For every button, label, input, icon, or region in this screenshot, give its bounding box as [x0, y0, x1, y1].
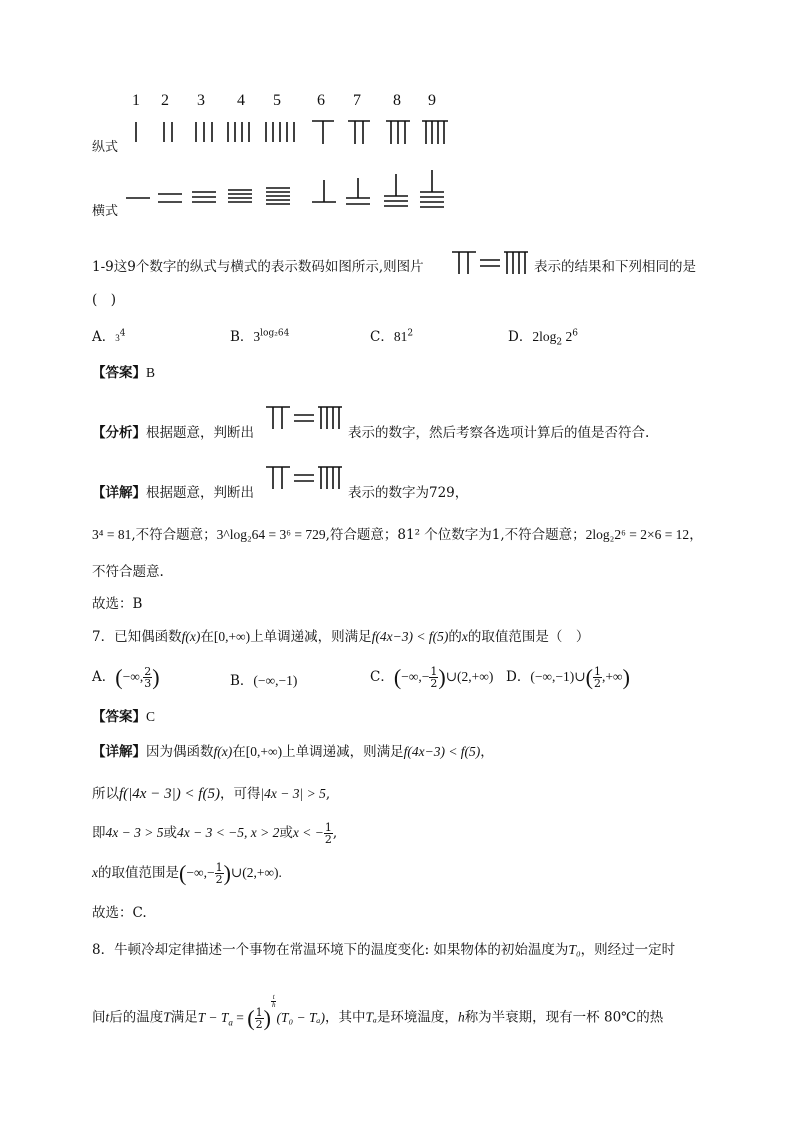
option-b-exp: log₂64	[260, 328, 290, 339]
rod-numeral-figure	[120, 112, 460, 222]
q7-stem-mid3: 的	[448, 629, 462, 645]
line3-pre: 即	[92, 825, 106, 841]
answer-value: C	[146, 709, 156, 724]
option-b-base: 3	[253, 329, 261, 344]
q7-option-d: D．(−∞,−1)∪( $\frac{1}{2}$ ,+∞)	[506, 664, 630, 690]
analysis-pre: 根据题意，判断出	[146, 425, 254, 441]
rod-picture-729	[264, 464, 344, 492]
answer-value: B	[146, 365, 156, 380]
q6-detail-line3: 不符合题意.	[92, 564, 164, 580]
option-d-coef: 2log	[532, 329, 557, 344]
formula-right: (T₀ − Tₐ)	[276, 1009, 325, 1025]
q7-interval: [0,+∞)	[213, 629, 251, 644]
line4-left: −∞,−	[186, 865, 215, 880]
analysis-label: 【分析】	[92, 425, 146, 441]
horizontal-rod-6	[312, 180, 336, 202]
vertical-form-label: 纵式	[92, 140, 119, 155]
q6-detail-line2	[92, 526, 703, 544]
digit-header: 2	[161, 92, 169, 109]
line2-end: ,	[325, 786, 331, 802]
line2-math: f(|4x − 3|) < f(5)	[119, 786, 220, 802]
option-letter: D．	[506, 669, 531, 685]
frac-den: 2	[430, 677, 438, 690]
q6-option-a	[92, 328, 125, 347]
q6-option-c	[370, 328, 413, 346]
calc-b: 3^log₂64 = 3⁶ = 729	[216, 527, 326, 542]
horizontal-rod-2	[158, 194, 182, 202]
horizontal-rod-7	[346, 178, 370, 204]
option-d-base: 2	[565, 329, 573, 344]
frac-num: 1	[430, 665, 438, 678]
calc-a: 3⁴ = 81	[92, 527, 132, 542]
option-c-left: −∞,−	[401, 669, 430, 684]
detail-label: 【详解】	[92, 744, 146, 760]
q6-answer	[92, 364, 155, 382]
exp-den: h	[271, 1001, 276, 1009]
digit-header: 1	[132, 92, 140, 109]
option-letter: D．	[508, 329, 533, 345]
detail-end: ，	[480, 744, 494, 760]
frac-den: 2	[593, 677, 601, 690]
q7-detail-line2	[92, 785, 330, 803]
formula-sub: a	[228, 1017, 233, 1028]
q7-option-a: A．(−∞, $\frac{2}{3}$ )	[92, 664, 160, 690]
horizontal-rod-9	[420, 170, 444, 207]
q6-option-b	[230, 328, 289, 346]
option-letter: C．	[370, 669, 394, 685]
q6-detail	[92, 484, 254, 502]
q6-blank: ( )	[92, 292, 117, 308]
digit-header: 5	[273, 92, 281, 109]
frac-num: 1	[255, 1005, 263, 1019]
calc-d-note: ，	[689, 527, 703, 543]
q7-ineq: f(4x−3) < f(5)	[371, 629, 449, 644]
calc-a-note: ,不符合题意；	[131, 527, 217, 543]
horizontal-rod-3	[192, 192, 216, 202]
q8-line1	[92, 941, 675, 959]
q8-line1-pre: 8．牛顿冷却定律描述一个事物在常温环境下的温度变化: 如果物体的初始温度为	[92, 942, 569, 958]
q7-stem-tail: 的取值范围是（ ）	[467, 629, 590, 645]
formula-left: T − T	[197, 1009, 229, 1025]
option-b-text: (−∞,−1)	[253, 673, 298, 688]
rod-picture-729	[264, 404, 344, 432]
frac-den: 2	[215, 873, 223, 886]
option-letter: B．	[230, 673, 254, 689]
option-d-sub: 2	[556, 337, 563, 348]
line3-math1: 4x − 3 > 5	[105, 825, 164, 840]
option-c-tail: ∪(2,+∞)	[445, 669, 494, 684]
q7-stem	[92, 628, 589, 646]
q7-detail	[92, 743, 494, 761]
frac-den: 2	[255, 1017, 263, 1031]
q7-stem-mid1: 在	[200, 629, 214, 645]
digit-header: 6	[317, 92, 325, 109]
q8-line2-pre: 间	[92, 1009, 106, 1026]
exp-num: t	[272, 993, 275, 1001]
digit-header: 9	[428, 92, 436, 109]
q8-t: t	[105, 1009, 110, 1025]
digit-header: 3	[197, 92, 205, 109]
vertical-rod-7	[348, 121, 370, 144]
frac-num: 1	[215, 861, 223, 874]
q8-line2	[92, 994, 663, 1030]
vertical-rod-4	[228, 122, 249, 142]
option-c-exp: 2	[407, 328, 414, 339]
frac-num: 1	[324, 821, 332, 834]
frac-num: 1	[593, 665, 601, 678]
q8-line2-post1: ，其中	[324, 1009, 366, 1026]
q6-choice: 故选：B	[92, 596, 143, 612]
line3-math2: 4x − 3 < −5, x > 2	[176, 825, 280, 840]
detail-pre: 因为偶函数	[146, 744, 214, 760]
line2-math2: |4x − 3| > 5	[260, 786, 326, 801]
detail-mid2: 上单调递减，则满足	[282, 744, 404, 760]
vertical-rod-8	[386, 121, 410, 144]
option-letter: A．	[92, 669, 116, 685]
newton-formula: $T - T_a$ = ( $\frac{1}{2}$ ) $^{\frac{t}{h}}$ (T₀ − Tₐ)	[197, 993, 325, 1031]
q8-ta: Tₐ	[365, 1009, 377, 1025]
q7-var: x	[461, 629, 468, 644]
q8-t0: T₀	[568, 942, 581, 957]
line4-tail: ∪(2,+∞).	[230, 865, 282, 880]
q8-line1-post: ，则经过一定时	[580, 942, 676, 958]
line2-mid: ，可得	[219, 786, 261, 802]
q7-interval: [0,+∞)	[245, 744, 283, 759]
vertical-rod-5	[266, 122, 294, 142]
calc-d: 2log₂2⁶ = 2×6 = 12	[585, 527, 690, 542]
vertical-rod-6	[312, 121, 334, 144]
vertical-rod-9	[422, 121, 448, 144]
frac-den: 3	[144, 677, 152, 690]
q7-stem-pre: 7．已知偶函数	[92, 629, 182, 645]
horizontal-form-label: 横式	[92, 204, 119, 219]
option-a-left: −∞,	[122, 669, 144, 684]
q7-detail-line3	[92, 822, 337, 845]
q6-stem	[92, 258, 424, 276]
q7-option-b	[230, 672, 297, 690]
digit-header: 8	[393, 92, 401, 109]
answer-label: 【答案】	[92, 709, 146, 725]
answer-label: 【答案】	[92, 365, 146, 381]
option-d-left: (−∞,−1)∪	[530, 669, 586, 684]
horizontal-rod-5	[266, 188, 290, 204]
q6-option-d	[508, 328, 578, 346]
line2-pre: 所以	[92, 786, 119, 802]
digit-header: 4	[237, 92, 245, 109]
q8-h: h	[457, 1009, 465, 1025]
q6-analysis	[92, 424, 254, 442]
detail-mid1: 在	[232, 744, 246, 760]
q7-fx: f(x)	[213, 744, 233, 759]
option-d-tail: ,+∞	[601, 669, 623, 684]
digit-header: 7	[353, 92, 361, 109]
analysis-post: 表示的数字，然后考察各选项计算后的值是否符合.	[348, 425, 650, 441]
detail-pre: 根据题意，判断出	[146, 485, 254, 501]
option-letter: A．	[92, 329, 116, 345]
q7-ineq: f(4x−3) < f(5)	[403, 744, 481, 759]
q8-T: T	[163, 1009, 171, 1025]
q6-stem-tail: 表示的结果和下列相同的是	[534, 259, 696, 275]
q7-choice: 故选：C.	[92, 905, 147, 921]
option-letter: C．	[370, 329, 394, 345]
q7-answer	[92, 708, 155, 726]
option-letter: B．	[230, 329, 254, 345]
detail-label: 【详解】	[92, 485, 146, 501]
q8-line2-post2: 是环境温度，	[376, 1009, 458, 1026]
frac-den: 2	[324, 833, 332, 846]
q8-line2-mid: 后的温度	[109, 1009, 164, 1026]
q7-fx: f(x)	[181, 629, 201, 644]
rod-picture-729	[450, 249, 530, 277]
q7-stem-mid2: 上单调递减，则满足	[250, 629, 372, 645]
option-a-base: 3	[115, 333, 120, 343]
line3-end: ,	[332, 825, 338, 841]
option-d-exp: 6	[572, 328, 578, 339]
horizontal-rod-8	[384, 174, 408, 206]
horizontal-rod-4	[228, 190, 252, 202]
option-c-base: 81	[393, 329, 408, 344]
line3-math3: x < −	[292, 825, 324, 840]
option-a-exp: 4	[119, 328, 126, 339]
line3-mid: 或	[163, 825, 177, 841]
line4-text: 的取值范围是	[98, 865, 179, 881]
detail-post: 表示的数字为729，	[348, 485, 469, 501]
frac-num: 2	[144, 665, 152, 678]
vertical-rod-2	[164, 122, 172, 142]
q7-option-c: C．(−∞,− $\frac{1}{2}$ )∪(2,+∞)	[370, 664, 494, 690]
q8-line2-mid2: 满足	[170, 1009, 198, 1026]
line3-mid2: 或	[279, 825, 293, 841]
vertical-rod-3	[196, 122, 212, 142]
q7-detail-line4: x的取值范围是(−∞,− $\frac{1}{2}$ )∪(2,+∞).	[92, 860, 282, 886]
q6-stem-text: 1-9这9个数字的纵式与横式的表示数码如图所示,则图片	[92, 259, 424, 275]
calc-b-note: ,符合题意；81² 个位数字为1,不符合题意；	[325, 527, 586, 543]
q8-line2-post3: 称为半衰期，现有一杯 80℃的热	[464, 1009, 664, 1026]
line4-var: x	[92, 865, 98, 880]
